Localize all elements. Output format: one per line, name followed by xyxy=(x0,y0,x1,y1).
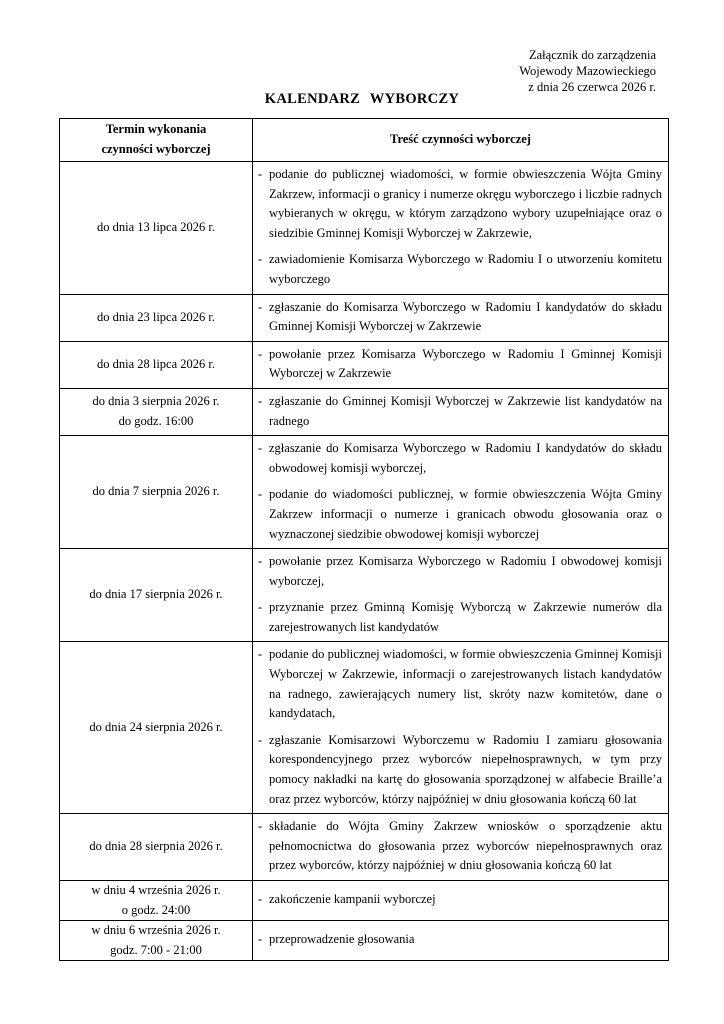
row-date xyxy=(60,881,253,921)
row-date-line: do godz. 16:00 xyxy=(118,414,194,429)
row-date-line: do dnia 28 lipca 2026 r. xyxy=(96,357,216,372)
table-row xyxy=(60,814,669,881)
row-date xyxy=(60,642,253,814)
activity-item xyxy=(258,392,662,431)
activity-text: zawiadomienie Komisarza Wyborczego w Radomiu I o utworzeniu komitetu wyborczego xyxy=(269,252,662,286)
bullet-dash: - xyxy=(258,554,263,569)
row-date-line: o godz. 24:00 xyxy=(121,902,191,917)
table-row xyxy=(60,341,669,388)
row-date-line: do dnia 24 sierpnia 2026 r. xyxy=(89,720,223,735)
activity-text: składanie do Wójta Gminy Zakrzew wniosków o sporządzenie aktu pełnomocnictwa do głosowania przez wyborców niepełnosprawnych oraz przez wyborców, którzy najpóźniej w dniu głosowania kończą 60 lat xyxy=(269,819,662,873)
row-activities xyxy=(253,341,669,388)
bullet-dash: - xyxy=(258,932,263,947)
activity-text: przeprowadzenie głosowania xyxy=(269,932,415,947)
row-activities xyxy=(253,642,669,814)
annex-line-2: Wojewody Mazowieckiego xyxy=(519,64,656,78)
bullet-dash: - xyxy=(258,167,263,181)
activity-item xyxy=(258,485,662,544)
activity-item xyxy=(258,345,662,384)
row-date-line: do dnia 28 sierpnia 2026 r. xyxy=(89,839,223,854)
activity-text: zgłaszanie do Gminnej Komisji Wyborczej w Zakrzewie list kandydatów na radnego xyxy=(269,393,662,428)
row-date xyxy=(60,814,253,881)
bullet-dash: - xyxy=(258,600,263,615)
row-date-line: w dniu 4 września 2026 r. xyxy=(91,883,221,897)
bullet-dash: - xyxy=(258,393,263,408)
activity-text: zgłaszanie Komisarzowi Wyborczemu w Radomiu I zamiaru głosowania korespondencyjnego przez wyborców niepełnosprawnych, w tym przy pomocy nakładki na kartę do głosowania sporządzonej w alfabecie Braille’a oraz przez wyborców, którzy najpóźniej w dniu głosowania kończą 60 lat xyxy=(269,732,662,806)
bullet-dash: - xyxy=(258,732,263,747)
row-date-line: do dnia 13 lipca 2026 r. xyxy=(96,219,216,234)
bullet-dash: - xyxy=(258,819,263,834)
header-content: Treść czynności wyborczej xyxy=(253,119,669,162)
row-activities xyxy=(253,162,669,295)
bullet-dash: - xyxy=(258,299,263,314)
bullet-dash: - xyxy=(258,647,263,662)
activity-item xyxy=(258,731,662,809)
activity-text: podanie do publicznej wiadomości, w formie obwieszczenia Wójta Gminy Zakrzew, informacji o granicy i numerze okręgu wyborczego i liczbie radnych wybieranych w okręgu, w którym zarządzono wybory uzupełniające oraz o siedzibie Gminnej Komisji Wyborczej w Zakrzewie, xyxy=(269,167,662,240)
row-activities xyxy=(253,388,669,435)
header-date-line-1: Termin wykonania xyxy=(105,122,207,137)
row-date xyxy=(60,341,253,388)
header-date-line-2: czynności wyborczej xyxy=(101,142,211,156)
document-title: KALENDARZ WYBORCZY xyxy=(264,91,460,107)
activity-text: zgłaszanie do Komisarza Wyborczego w Radomiu I kandydatów do składu obwodowej komisji wyborczej, xyxy=(269,441,662,475)
activity-text: przyznanie przez Gminną Komisję Wyborczą w Zakrzewie numerów dla zarejestrowanych list kandydatów xyxy=(269,600,662,634)
row-date-line: do dnia 7 sierpnia 2026 r. xyxy=(92,484,220,499)
row-date-line: godz. 7:00 - 21:00 xyxy=(110,942,202,957)
table-row xyxy=(60,921,669,961)
row-date xyxy=(60,921,253,961)
row-activities xyxy=(253,814,669,881)
row-activities xyxy=(253,294,669,341)
row-date xyxy=(60,436,253,549)
activity-text: podanie do wiadomości publicznej, w formie obwieszczenia Wójta Gminy Zakrzew informacji o numerze i granicach obwodu głosowania oraz o wyznaczonej siedzibie obwodowej komisji wyborczej xyxy=(269,487,662,541)
row-activities xyxy=(253,921,669,961)
activity-item xyxy=(258,250,662,289)
annex-line-1: Załącznik do zarządzenia xyxy=(529,48,656,62)
activity-text: zgłaszanie do Komisarza Wyborczego w Radomiu I kandydatów do składu Gminnej Komisji Wyborczej w Zakrzewie xyxy=(269,299,662,334)
activity-item xyxy=(258,439,662,478)
row-date xyxy=(60,162,253,295)
row-date xyxy=(60,294,253,341)
table-row xyxy=(60,388,669,435)
activity-item xyxy=(258,890,662,910)
annex-line-3: z dnia 26 czerwca 2026 r. xyxy=(528,80,656,94)
activity-text: powołanie przez Komisarza Wyborczego w Radomiu I obwodowej komisji wyborczej, xyxy=(269,554,662,588)
bullet-dash: - xyxy=(258,346,263,361)
activity-item xyxy=(258,552,662,591)
activity-item xyxy=(258,298,662,337)
row-activities xyxy=(253,549,669,642)
row-activities xyxy=(253,436,669,549)
activity-text: zakończenie kampanii wyborczej xyxy=(269,892,436,907)
row-activities xyxy=(253,881,669,921)
table-header-row xyxy=(60,119,669,162)
table-row xyxy=(60,436,669,549)
activity-item xyxy=(258,165,662,243)
table-row xyxy=(60,881,669,921)
row-date-line: do dnia 3 sierpnia 2026 r. xyxy=(92,394,220,409)
activity-text: powołanie przez Komisarza Wyborczego w Radomiu I Gminnej Komisji Wyborczej w Zakrzewie xyxy=(269,346,662,381)
table-row xyxy=(60,549,669,642)
bullet-dash: - xyxy=(258,892,263,907)
activity-item xyxy=(258,645,662,723)
bullet-dash: - xyxy=(258,441,263,456)
row-date-line: do dnia 23 lipca 2026 r. xyxy=(96,309,216,324)
table-row xyxy=(60,642,669,814)
table-row xyxy=(60,294,669,341)
activity-item xyxy=(258,598,662,637)
bullet-dash: - xyxy=(258,487,263,502)
annex-note xyxy=(396,47,656,95)
row-date xyxy=(60,549,253,642)
activity-item xyxy=(258,930,662,950)
activity-item xyxy=(258,817,662,876)
bullet-dash: - xyxy=(258,252,263,267)
row-date-line: do dnia 17 sierpnia 2026 r. xyxy=(89,587,223,602)
row-date xyxy=(60,388,253,435)
table-row xyxy=(60,162,669,295)
row-date-line: w dniu 6 września 2026 r. xyxy=(91,923,221,938)
header-date xyxy=(60,119,253,162)
table-body xyxy=(60,162,669,961)
election-calendar-table xyxy=(59,118,669,961)
activity-text: podanie do publicznej wiadomości, w formie obwieszczenia Gminnej Komisji Wyborczej w Zakrzewie, informacji o zarejestrowanych listach kandydatów na radnego, zawierających numery list, skróty nazw komitetów, dane o kandydatach, xyxy=(269,647,662,721)
